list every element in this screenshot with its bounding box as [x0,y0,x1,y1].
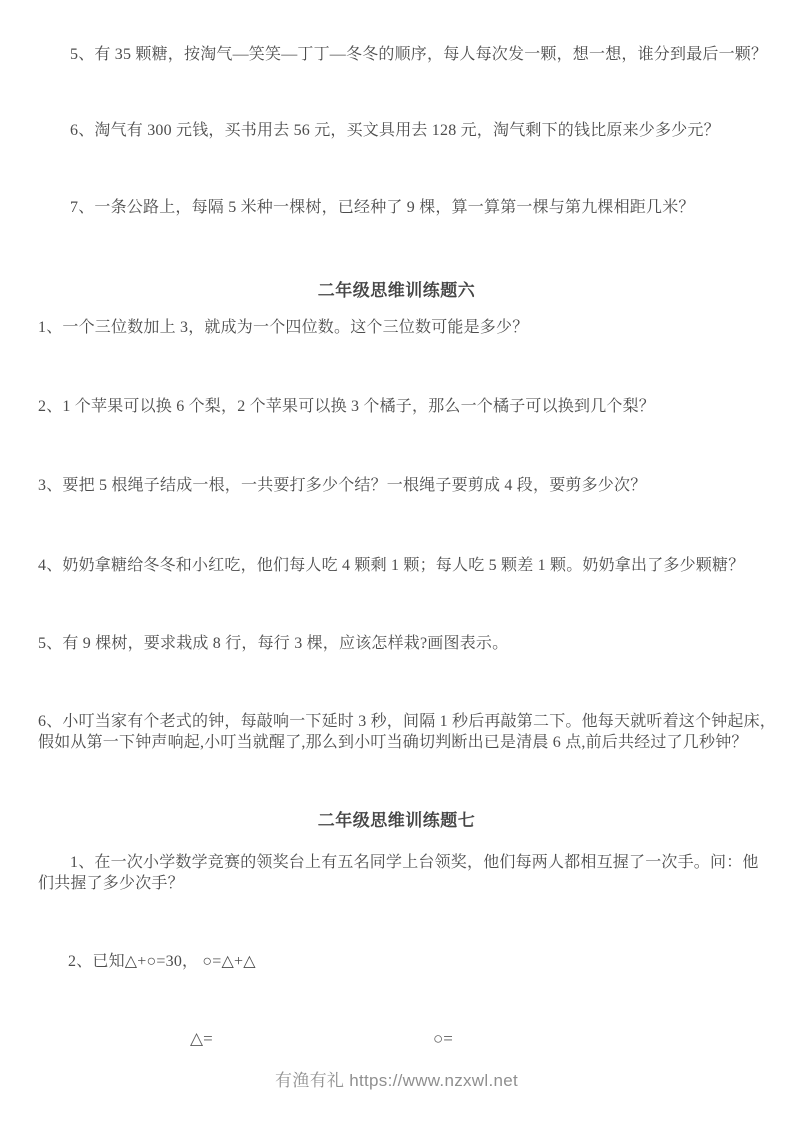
question-s7-1-line2: 们共握了多少次手？ [38,875,184,892]
question-intro-6: 6、淘气有 300 元钱，买书用去 56 元，买文具用去 128 元，淘气剩下的钱比原来少多少元？ [70,122,720,139]
question-s6-2: 2、1 个苹果可以换 6 个梨，2 个苹果可以换 3 个橘子，那么一个橘子可以换到几个梨？ [38,398,656,415]
question-s7-1-line1: 1、在一次小学数学竞赛的领奖台上有五名同学上台领奖，他们每两人都相互握了一次手。问：他 [70,854,759,871]
question-s6-4: 4、奶奶拿糖给冬冬和小红吃，他们每人吃 4 颗剩 1 颗；每人吃 5 颗差 1 颗。奶奶拿出了多少颗糖？ [38,557,745,574]
circle-equals-blank: ○= [433,1029,453,1048]
section-six-title: 二年级思维训练题六 [317,281,476,300]
section-seven-title: 二年级思维训练题七 [317,811,476,830]
question-intro-5: 5、有 35 颗糖，按淘气—笑笑—丁丁—冬冬的顺序，每人每次发一颗，想一想，谁分到最后一颗？ [70,46,768,63]
question-s6-5: 5、有 9 棵树，要求栽成 8 行，每行 3 棵，应该怎样栽?画图表示。 [38,635,509,652]
question-s6-6-line2: 假如从第一下钟声响起,小叮当就醒了,那么到小叮当确切判断出已是清晨 6 点,前后共经过了几秒钟？ [38,734,748,751]
question-s6-3: 3、要把 5 根绳子结成一根，一共要打多少个结？一根绳子要剪成 4 段，要剪多少次？ [38,477,647,494]
triangle-equals-blank: △= [190,1029,213,1048]
question-s6-6-line1: 6、小叮当家有个老式的钟，每敲响一下延时 3 秒，间隔 1 秒后再敲第二下。他每天就听着这个钟起床， [38,713,777,730]
question-s7-2: 2、已知△+○=30， ○=△+△ [68,953,256,970]
question-s6-1: 1、一个三位数加上 3，就成为一个四位数。这个三位数可能是多少？ [38,319,529,336]
footer-watermark: 有渔有礼 https://www.nzxwl.net [274,1071,519,1090]
question-intro-7: 7、一条公路上，每隔 5 米种一棵树，已经种了 9 棵，算一算第一棵与第九棵相距几米？ [70,199,695,216]
